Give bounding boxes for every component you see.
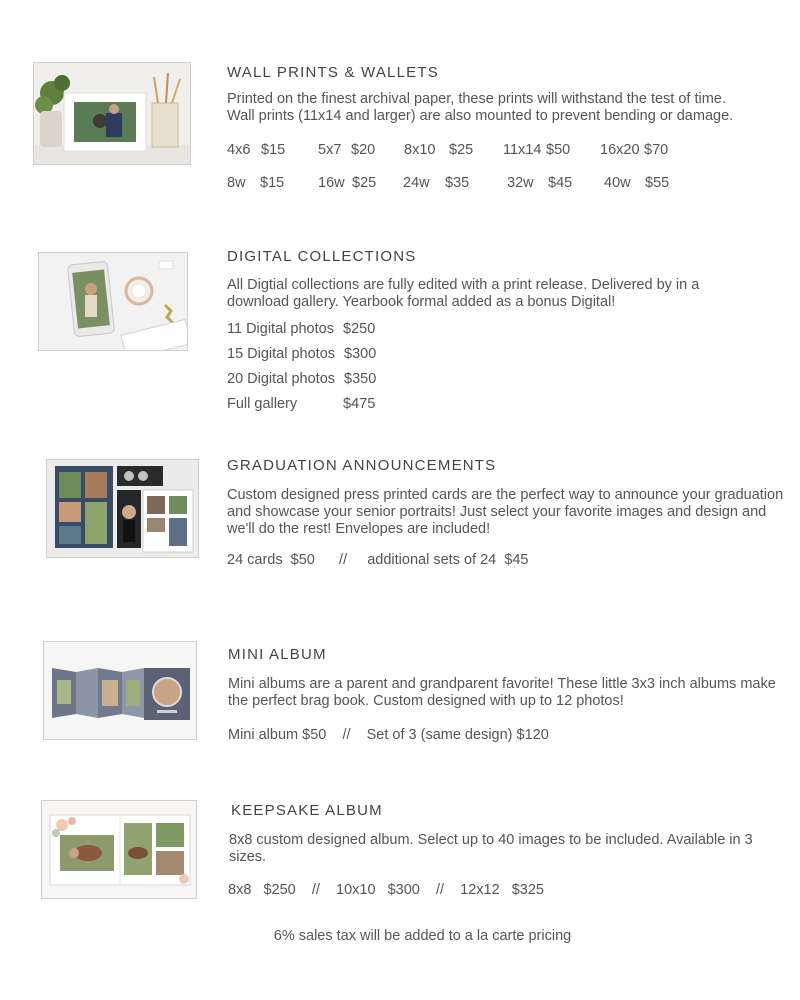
keepsake-album-image — [41, 800, 197, 899]
graduation-announcements-section — [227, 457, 792, 568]
keepsake-album-pricing: 8x8 $250 // 10x10 $300 // 12x12 $325 — [228, 882, 544, 898]
mini-album-section — [228, 646, 788, 743]
description-line: Mini albums are a parent and grandparent favorite! These little 3x3 inch albums make — [228, 676, 776, 692]
price-size: 40w — [604, 175, 631, 191]
item-label: Full gallery — [227, 396, 298, 412]
description-line: we'll do the rest! Envelopes are included! — [227, 521, 491, 537]
list-item — [227, 396, 787, 421]
section-title: KEEPSAKE ALBUM — [231, 802, 383, 819]
price-size: 8w — [227, 175, 246, 191]
price-size: 11x14 — [503, 142, 542, 158]
item-price: $350 — [344, 371, 377, 387]
keepsake-album-section — [228, 802, 791, 898]
price-size: 4x6 — [227, 142, 251, 158]
price-size: 8x10 — [404, 142, 436, 158]
list-item — [227, 346, 787, 371]
price-value: $25 — [449, 142, 474, 158]
price-value: $55 — [645, 175, 670, 191]
section-description — [227, 277, 787, 311]
price-value: $20 — [351, 142, 376, 158]
description-line: download gallery. Yearbook formal added as a bonus Digital! — [227, 294, 616, 310]
price-size: 5x7 — [318, 142, 342, 158]
section-title: MINI ALBUM — [228, 646, 327, 663]
price-size: 24w — [403, 175, 430, 191]
section-title: WALL PRINTS & WALLETS — [227, 64, 439, 81]
list-item — [227, 371, 787, 396]
mini-album-pricing: Mini album $50 // Set of 3 (same design) $120 — [228, 727, 549, 743]
description-line: Printed on the finest archival paper, these prints will withstand the test of time. — [227, 91, 726, 107]
price-value: $50 — [546, 142, 571, 158]
digital-collections-image — [38, 252, 188, 351]
description-line: the perfect brag book. Custom designed with up to 12 photos! — [228, 693, 624, 709]
price-size: 16x20 — [600, 142, 640, 158]
price-value: $35 — [445, 175, 470, 191]
item-label: 15 Digital photos — [227, 346, 336, 362]
description-line: 8x8 custom designed album. Select up to 40 images to be included. Available in 3 sizes. — [229, 832, 753, 865]
mini-album-image — [43, 641, 197, 740]
section-description — [227, 91, 787, 125]
price-row-wallets — [227, 175, 787, 193]
description-line: Wall prints (11x14 and larger) are also mounted to prevent bending or damage. — [227, 108, 734, 124]
section-description — [227, 487, 792, 538]
list-item — [227, 321, 787, 346]
wall-prints-section — [227, 64, 787, 193]
section-description — [228, 676, 788, 710]
section-description — [229, 832, 791, 866]
sales-tax-note: 6% sales tax will be added to a la carte pricing — [273, 928, 572, 944]
section-title: DIGITAL COLLECTIONS — [227, 248, 417, 265]
price-value: $15 — [261, 142, 286, 158]
item-label: 11 Digital photos — [227, 321, 334, 337]
digital-collections-section — [227, 248, 787, 421]
price-value: $70 — [644, 142, 669, 158]
price-row-prints — [227, 142, 787, 160]
item-price: $475 — [343, 396, 376, 412]
section-title: GRADUATION ANNOUNCEMENTS — [227, 457, 497, 474]
price-value: $15 — [260, 175, 285, 191]
digital-price-list — [227, 321, 787, 421]
graduation-announcements-image — [46, 459, 199, 558]
item-label: 20 Digital photos — [227, 371, 336, 387]
wall-prints-image — [33, 62, 191, 165]
description-line: All Digtial collections are fully edited with a print release. Delivered by in a — [227, 277, 700, 293]
description-line: and showcase your senior portraits! Just select your favorite images and design and — [227, 504, 767, 520]
price-value: $25 — [352, 175, 377, 191]
price-value: $45 — [548, 175, 573, 191]
announcement-pricing: 24 cards $50 // additional sets of 24 $45 — [227, 552, 529, 568]
item-price: $300 — [344, 346, 377, 362]
price-size: 32w — [507, 175, 534, 191]
price-size: 16w — [318, 175, 345, 191]
item-price: $250 — [343, 321, 376, 337]
description-line: Custom designed press printed cards are the perfect way to announce your graduation — [227, 487, 784, 503]
